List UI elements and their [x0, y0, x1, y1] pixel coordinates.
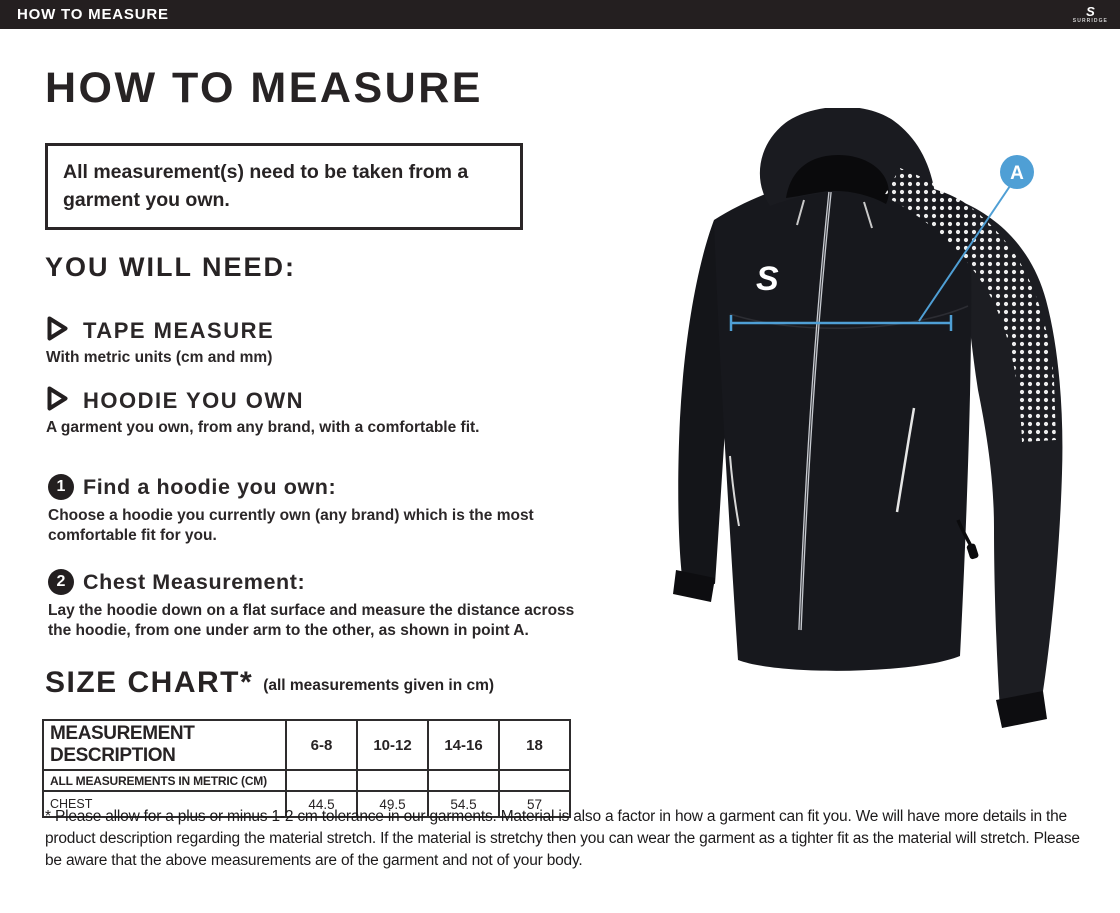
- step-description: Lay the hoodie down on a flat surface and measure the distance across the hoodie, from one under arm to the other, as shown in point A.: [48, 602, 575, 640]
- hem-toggle: [966, 543, 979, 560]
- marker-a-label: A: [1010, 163, 1024, 184]
- brand-name: SURRIDGE: [1072, 18, 1108, 24]
- need-item-title: TAPE MEASURE: [83, 318, 275, 343]
- need-item-subtitle: A garment you own, from any brand, with a comfortable fit.: [46, 419, 480, 436]
- row-cell: [428, 770, 499, 791]
- step-title: Find a hoodie you own:: [83, 474, 337, 499]
- row-label: CHEST: [43, 791, 286, 817]
- row-cell: [286, 770, 357, 791]
- step-number-badge: 1: [48, 474, 74, 500]
- brand-logo: [1073, 5, 1112, 24]
- tolerance-footnote: * Please allow for a plus or minus 1-2 cm tolerance in our garments. Material is also a factor in how a garment can fit you. We will have more details in the product description regarding the material stretch. If the material is stretchy then you can wear the garment as a tighter fit as the material will stretch. Please be aware that the above measurements are of the garment and not of your body.: [45, 808, 1080, 869]
- page-title: HOW TO MEASURE: [45, 64, 483, 112]
- size-chart-heading: [45, 666, 494, 700]
- need-item-title: HOODIE YOU OWN: [83, 388, 305, 413]
- step-description: Choose a hoodie you currently own (any brand) which is the most comfortable fit for you.: [48, 507, 534, 545]
- hoodie-illustration: [618, 108, 1110, 732]
- header-measurement-description: MEASUREMENT DESCRIPTION: [43, 720, 286, 770]
- row-cell: 44.5: [286, 791, 357, 817]
- step-number-badge: 2: [48, 569, 74, 595]
- surridge-chest-logo: S: [756, 260, 779, 298]
- need-item-subtitle: With metric units (cm and mm): [46, 349, 273, 366]
- step-find-hoodie: [48, 474, 608, 547]
- row-label: ALL MEASUREMENTS IN METRIC (CM): [43, 770, 286, 791]
- header-size: 6-8: [286, 720, 357, 770]
- triangle-bullet-icon: [46, 386, 69, 416]
- need-item-tape-measure: [46, 316, 606, 367]
- table-header-row: [43, 720, 570, 770]
- top-bar: [0, 0, 1120, 29]
- hoodie-diagram-svg: [618, 108, 1110, 732]
- row-cell: [357, 770, 428, 791]
- size-chart-table: [42, 719, 571, 818]
- table-row: [43, 770, 570, 791]
- row-cell: [499, 770, 570, 791]
- triangle-bullet-icon: [46, 316, 69, 346]
- header-size: 14-16: [428, 720, 499, 770]
- surridge-s-icon: S: [1086, 4, 1095, 19]
- hoodie-torso: [714, 178, 971, 671]
- row-cell: 49.5: [357, 791, 428, 817]
- size-chart-title: SIZE CHART*: [45, 666, 254, 699]
- size-chart-subtitle: (all measurements given in cm): [263, 677, 495, 694]
- top-bar-title: HOW TO MEASURE: [17, 6, 169, 23]
- header-size: 18: [499, 720, 570, 770]
- you-will-need-heading: YOU WILL NEED:: [45, 252, 297, 282]
- header-size: 10-12: [357, 720, 428, 770]
- step-chest-measurement: [48, 569, 608, 642]
- step-title: Chest Measurement:: [83, 569, 306, 594]
- row-cell: 54.5: [428, 791, 499, 817]
- row-cell: 57: [499, 791, 570, 817]
- need-item-hoodie: [46, 386, 606, 437]
- notice-box: All measurement(s) need to be taken from a garment you own.: [45, 143, 523, 230]
